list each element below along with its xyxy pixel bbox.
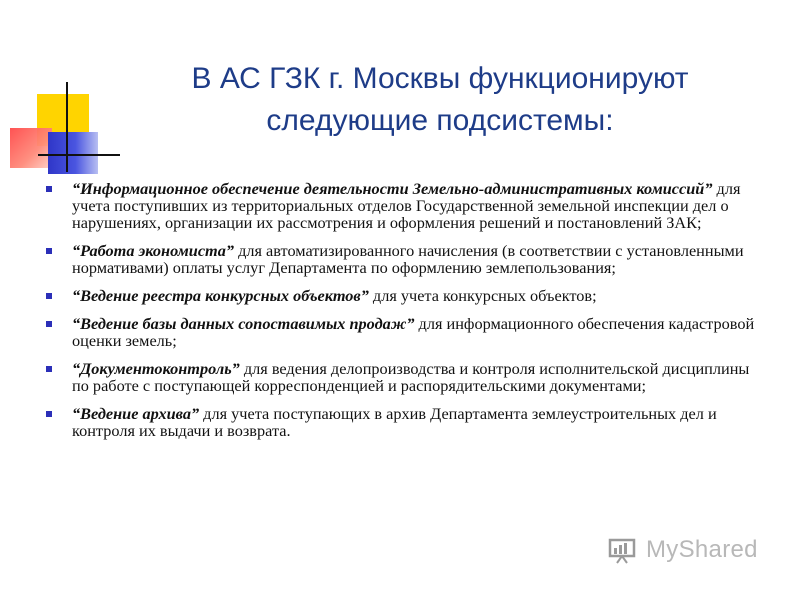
- watermark: [608, 534, 768, 568]
- item-text: для учета поступающих в архив Департамента землеустроительных дел и контроля их выдачи и возврата.: [72, 404, 717, 440]
- bullet-icon: [46, 411, 52, 417]
- list-item: [46, 405, 766, 439]
- item-term: “Документоконтроль”: [72, 359, 240, 378]
- list-item: [46, 287, 766, 304]
- list-item: [46, 360, 766, 394]
- subsystem-list: [46, 180, 766, 450]
- item-text: для автоматизированного начисления (в соответствии с установленными нормативами) оплаты услуг Департамента по оформлению землепользования;: [72, 241, 744, 277]
- list-item: [46, 242, 766, 276]
- bullet-icon: [46, 186, 52, 192]
- vertical-line: [66, 82, 68, 172]
- watermark-text: MyShared: [646, 536, 758, 563]
- item-term: “Ведение базы данных сопоставимых продаж”: [72, 314, 415, 333]
- bullet-icon: [46, 321, 52, 327]
- bullet-icon: [46, 366, 52, 372]
- horizontal-line: [38, 154, 120, 156]
- item-text: для информационного обеспечения кадастровой оценки земель;: [72, 314, 755, 350]
- list-item: [46, 315, 766, 349]
- item-term: “Ведение архива”: [72, 404, 200, 423]
- bullet-icon: [46, 293, 52, 299]
- title-line-1: В АС ГЗК г. Москвы функционируют: [191, 62, 689, 95]
- item-term: “Ведение реестра конкурсных объектов”: [72, 286, 369, 305]
- item-term: “Работа экономиста”: [72, 241, 235, 260]
- item-text: для учета поступивших из территориальных отделов Государственной земельной инспекции дел о нарушениях, организации их рассмотрения и оформления решений и постановлений ЗАК;: [72, 179, 741, 232]
- decorative-squares: [0, 0, 120, 180]
- bullet-icon: [46, 248, 52, 254]
- list-item: [46, 180, 766, 231]
- item-text: для учета конкурсных объектов;: [368, 286, 597, 305]
- item-text: для ведения делопроизводства и контроля исполнительской дисциплины по работе с поступающей корреспонденцией и распорядительскими документами;: [72, 359, 750, 395]
- title-line-2: следующие подсистемы:: [266, 104, 614, 137]
- blue-square: [48, 132, 98, 174]
- slide-title: [110, 58, 770, 142]
- presentation-board-icon: [608, 538, 638, 564]
- red-square: [10, 128, 52, 168]
- item-term: “Информационное обеспечение деятельности Земельно-административных комиссий”: [72, 179, 713, 198]
